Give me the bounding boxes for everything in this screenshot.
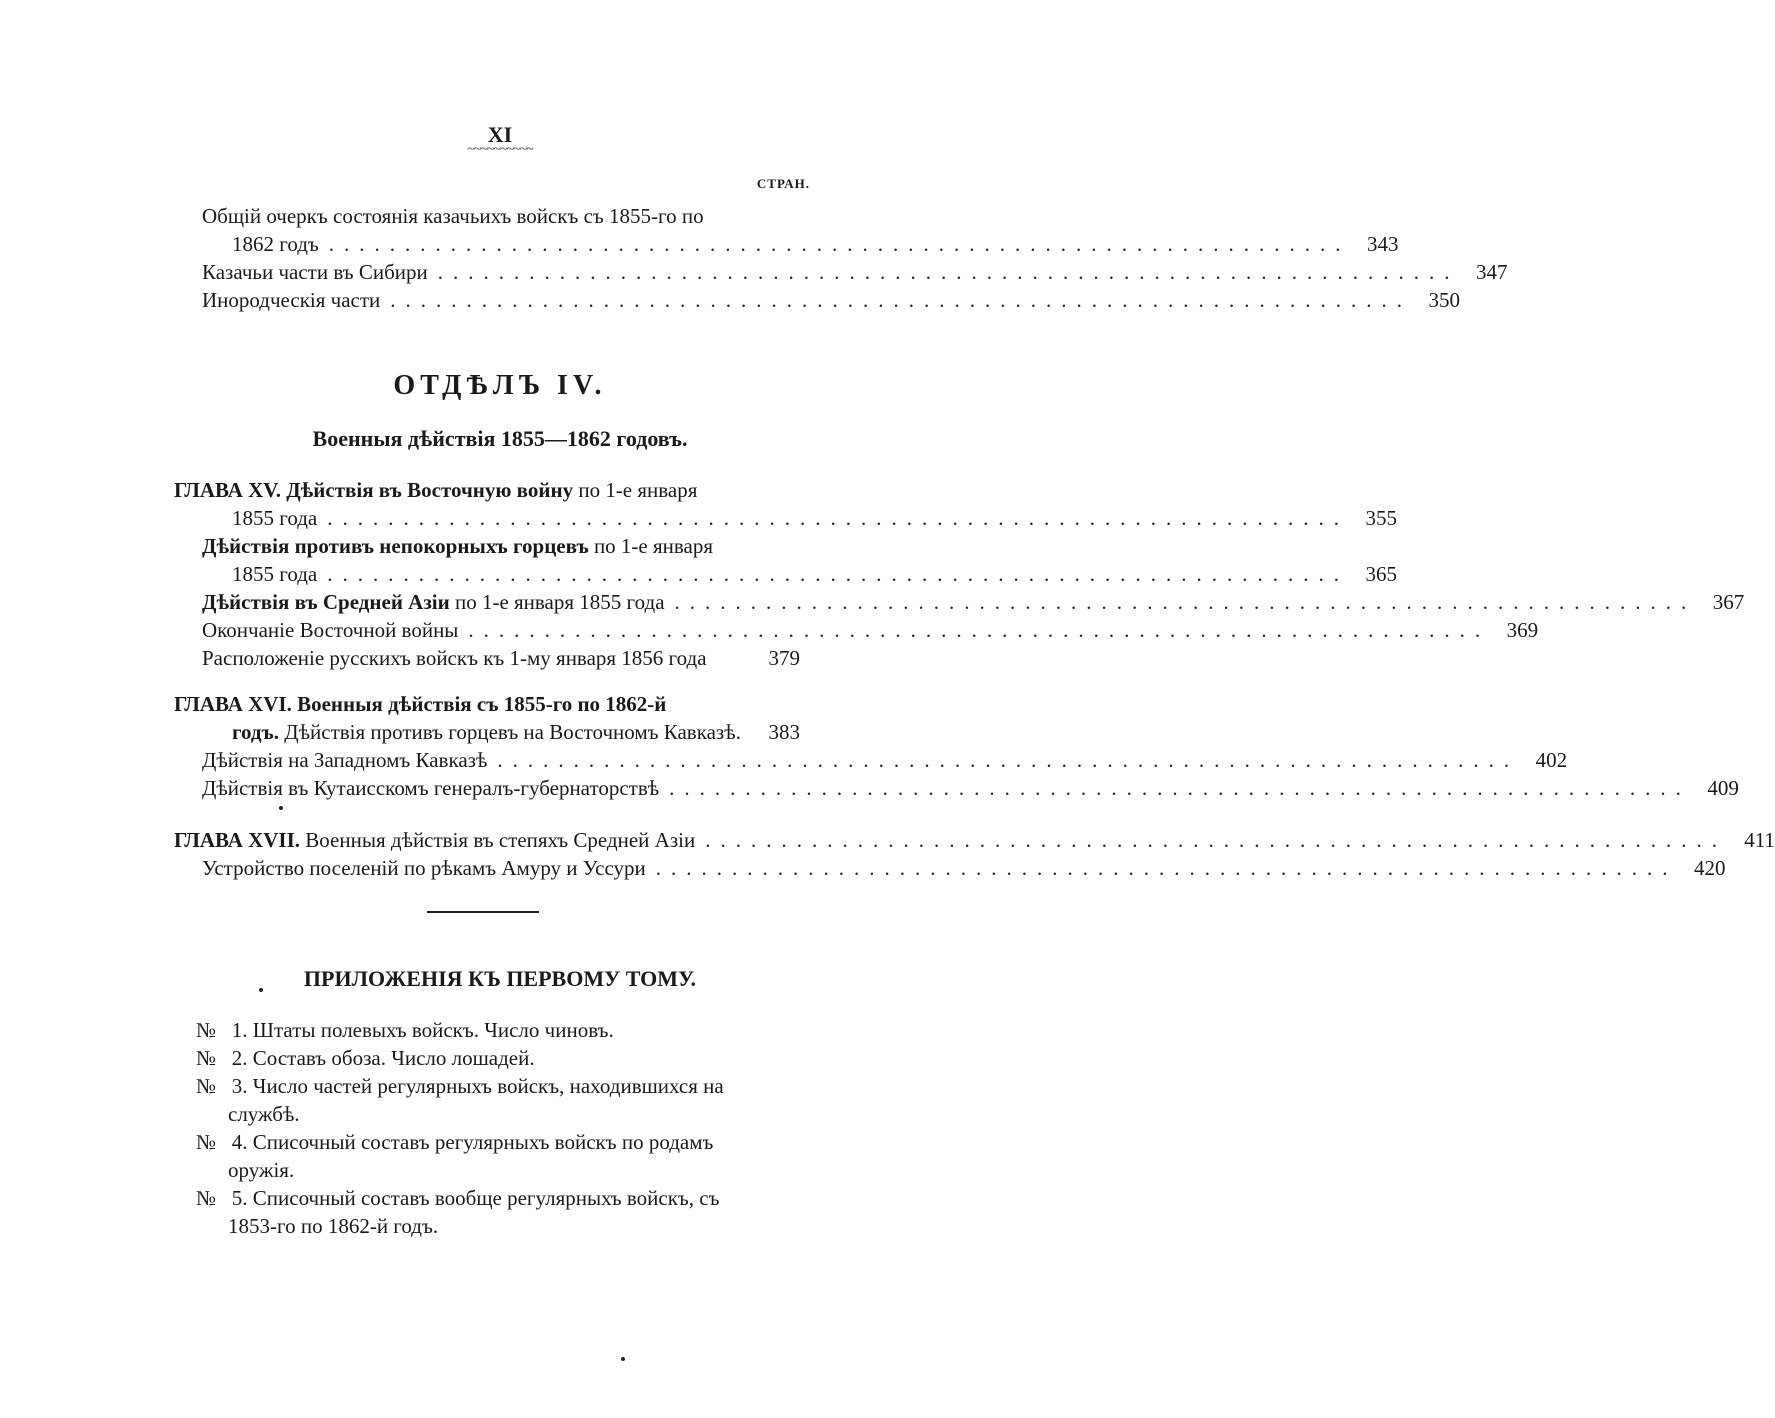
toc-entry[interactable] [232, 230, 1399, 258]
toc-entry-page: 355 [1365, 506, 1397, 530]
leader-dots: ................................................................... [327, 506, 1349, 530]
leader-dots: ................................................................... [669, 776, 1691, 800]
appendix-item-continuation: 1853-го по 1862-й годъ. [228, 1214, 439, 1238]
appendix-item-continuation: оружія. [228, 1158, 295, 1182]
toc-entry-title [232, 718, 741, 746]
appendix-item-index: 4. [231, 1130, 248, 1154]
appendix-item [196, 1016, 614, 1044]
toc-entry[interactable] [232, 504, 1397, 532]
leader-dots: ................................................................... [497, 748, 1520, 772]
appendix-item [196, 1128, 713, 1156]
toc-entry-title-rest: Дѣйствія противъ горцевъ на Восточномъ Кавказѣ. [284, 720, 741, 744]
appendix-item-index: 3. [231, 1074, 248, 1098]
toc-entry-title: Устройство поселеній по рѣкамъ Амуру и Уссури [202, 856, 646, 880]
toc-entry-title: по 1-е января [593, 534, 714, 558]
appendix-item-text: Списочный составъ регулярныхъ войскъ по родамъ [252, 1130, 714, 1154]
toc-entry-page: 343 [1367, 232, 1399, 256]
page-number: XI [487, 122, 513, 147]
page-column-header: СТРАН. [756, 176, 810, 191]
toc-entry-title: Окончаніе Восточной войны [202, 618, 459, 642]
toc-entry[interactable] [202, 746, 1568, 774]
ornament-divider: ~~~~~~~~~~ [467, 142, 533, 157]
print-speck [279, 806, 283, 810]
toc-entry-title: Расположеніе русскихъ войскъ къ 1-му января 1856 года [202, 646, 707, 670]
toc-entry[interactable] [232, 718, 800, 746]
toc-entry-title-bold: Дѣйствія въ Средней Азіи [202, 590, 450, 614]
appendix-item [196, 1184, 719, 1212]
number-sign: № [196, 1186, 217, 1210]
chapter-label: ГЛАВА XVII. [174, 828, 301, 852]
toc-entry-page: 402 [1535, 748, 1568, 772]
toc-entry-title [174, 826, 695, 854]
toc-entry[interactable] [202, 588, 1745, 616]
print-speck [621, 1357, 625, 1361]
leader-dots: ................................................................... [328, 232, 1351, 256]
toc-entry-page: 379 [768, 646, 800, 670]
appendix-item-text: Списочный составъ вообще регулярныхъ войскъ, съ [252, 1186, 720, 1210]
leader-dots: ................................................................... [705, 828, 1727, 852]
toc-entry[interactable] [202, 854, 1726, 882]
section-title: ОТДѢЛЪ IV. [393, 370, 607, 401]
toc-entry-title: Инородческія части [202, 288, 381, 312]
appendix-item-text: Составъ обоза. Число лошадей. [252, 1046, 535, 1070]
number-sign: № [196, 1130, 217, 1154]
toc-entry-title-bold: годъ. [232, 720, 280, 744]
number-sign: № [196, 1046, 217, 1070]
toc-entry-line [174, 476, 697, 504]
appendix-item [196, 1044, 535, 1072]
leader-dots: ................................................................... [468, 618, 1491, 642]
toc-entry-line [202, 532, 713, 560]
toc-entry-page: 350 [1428, 288, 1461, 312]
section-subtitle: Военныя дѣйствія 1855—1862 годовъ. [312, 426, 688, 451]
toc-entry-title-bold: Военныя дѣйствія съ 1855-го по 1862-й [297, 692, 667, 716]
toc-entry-title: Дѣйствія на Западномъ Кавказѣ [202, 748, 488, 772]
appendix-item-continuation: службѣ. [228, 1102, 300, 1126]
toc-entry-title-bold: Дѣйствія въ Восточную войну [286, 478, 574, 502]
toc-entry[interactable] [174, 826, 1775, 854]
toc-entry-title: 1862 годъ [232, 232, 319, 256]
appendix-item-text: Число частей регулярныхъ войскъ, находившихся на [252, 1074, 724, 1098]
toc-entry-title: Казачьи части въ Сибири [202, 260, 428, 284]
toc-entry[interactable] [202, 258, 1508, 286]
toc-entry-page: 347 [1475, 260, 1508, 284]
section-divider [427, 911, 539, 913]
appendix-item-index: 2. [231, 1046, 248, 1070]
toc-entry-line: Общій очеркъ состоянія казачьихъ войскъ съ 1855-го по [202, 204, 704, 228]
chapter-label: ГЛАВА XV. [174, 478, 281, 502]
toc-entry[interactable] [202, 286, 1461, 314]
leader-dots: ................................................................... [437, 260, 1460, 284]
appendix-item-text: Штаты полевыхъ войскъ. Число чиновъ. [252, 1018, 614, 1042]
toc-entry[interactable] [202, 774, 1739, 802]
toc-entry-page: 383 [768, 720, 800, 744]
leader-dots: ................................................................... [674, 590, 1697, 614]
toc-entry[interactable] [232, 560, 1397, 588]
toc-entry-page: 367 [1712, 590, 1745, 614]
leader-dots: ................................................................... [390, 288, 1413, 312]
toc-entry-title-rest: по 1-е января 1855 года [454, 590, 665, 614]
number-sign: № [196, 1074, 217, 1098]
appendix-item-index: 1. [231, 1018, 248, 1042]
toc-entry-title: 1855 года [232, 562, 318, 586]
toc-entry-title-rest: Военныя дѣйствія въ степяхъ Средней Азіи [305, 828, 696, 852]
appendix-title: ПРИЛОЖЕНІЯ КЪ ПЕРВОМУ ТОМУ. [303, 966, 697, 991]
leader-dots: ................................................................... [655, 856, 1678, 880]
toc-entry-page: 411 [1744, 828, 1775, 852]
chapter-label: ГЛАВА XVI. [174, 692, 292, 716]
toc-entry-title: 1855 года [232, 506, 318, 530]
number-sign: № [196, 1018, 217, 1042]
leader-dots: ................................................................... [327, 562, 1349, 586]
appendix-item [196, 1072, 724, 1100]
toc-entry-title: Дѣйствія въ Кутаисскомъ генералъ-губернаторствѣ [202, 776, 660, 800]
toc-entry[interactable] [202, 644, 800, 672]
toc-entry-page: 365 [1365, 562, 1397, 586]
toc-entry-page: 369 [1506, 618, 1539, 642]
toc-entry-page: 420 [1694, 856, 1726, 880]
toc-entry-line [174, 690, 666, 718]
toc-entry-title [202, 588, 665, 616]
appendix-item-index: 5. [231, 1186, 248, 1210]
toc-entry-title-bold: Дѣйствія противъ непокорныхъ горцевъ [202, 534, 589, 558]
toc-entry-title: по 1-е января [578, 478, 698, 502]
toc-entry-page: 409 [1707, 776, 1739, 800]
toc-entry[interactable] [202, 616, 1539, 644]
